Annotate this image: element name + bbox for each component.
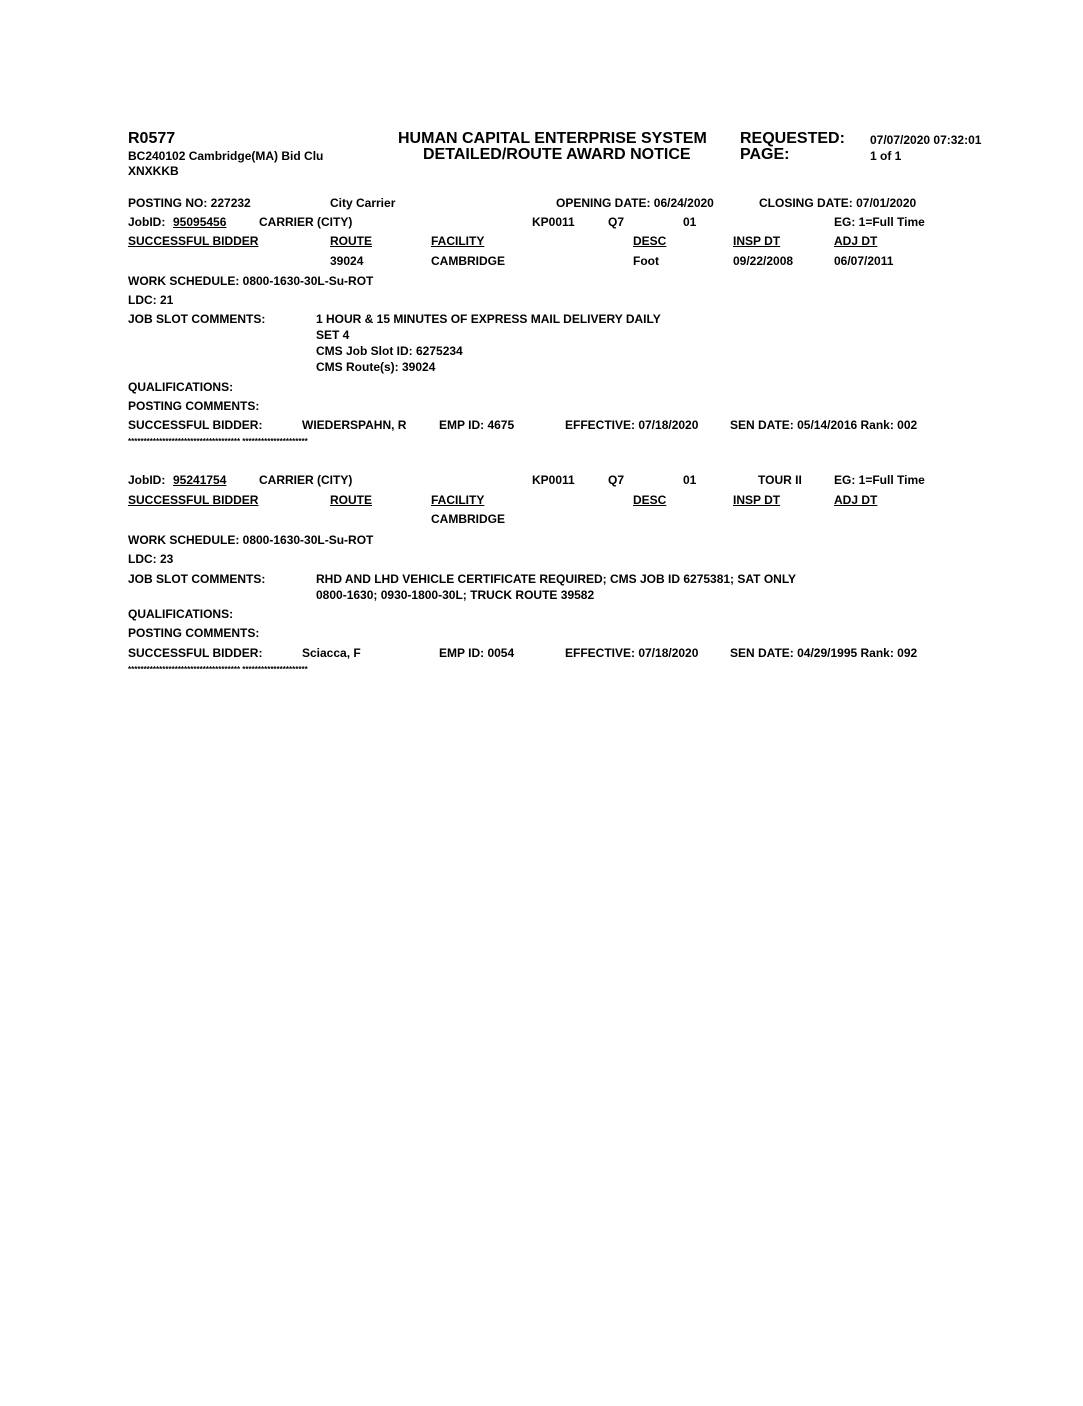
col-route: ROUTE (330, 493, 372, 507)
posting-type: City Carrier (330, 196, 396, 210)
work-schedule: WORK SCHEDULE: 0800-1630-30L-Su-ROT (128, 274, 374, 288)
requested-label: REQUESTED: (740, 130, 845, 147)
col-facility: FACILITY (431, 234, 485, 248)
qualifications-label: QUALIFICATIONS: (128, 607, 234, 621)
bidder-name: WIEDERSPAHN, R (302, 418, 407, 432)
job-code-1: KP0011 (532, 215, 575, 229)
effective-date: EFFECTIVE: 07/18/2020 (565, 646, 699, 660)
posting-no: POSTING NO: 227232 (128, 196, 251, 210)
job-code-1: KP0011 (532, 473, 575, 487)
comment-line: RHD AND LHD VEHICLE CERTIFICATE REQUIRED; CMS JOB ID 6275381; SAT ONLY (316, 572, 797, 586)
jobid-label: JobID: (128, 473, 166, 487)
successful-bidder-label: SUCCESSFUL BIDDER: (128, 418, 263, 432)
comment-line: SET 4 (316, 328, 350, 342)
comment-line: 1 HOUR & 15 MINUTES OF EXPRESS MAIL DELIVERY DAILY (316, 312, 661, 326)
job-title: CARRIER (CITY) (259, 215, 353, 229)
comment-line: CMS Job Slot ID: 6275234 (316, 344, 463, 358)
successful-bidder-label: SUCCESSFUL BIDDER: (128, 646, 263, 660)
emp-id: EMP ID: 4675 (439, 418, 515, 432)
system-title: HUMAN CAPITAL ENTERPRISE SYSTEM (398, 130, 707, 147)
adj-dt-value: 06/07/2011 (834, 254, 894, 268)
jobid-label: JobID: (128, 215, 166, 229)
col-facility: FACILITY (431, 493, 485, 507)
col-insp-dt: INSP DT (733, 234, 781, 248)
page-label: PAGE: (740, 146, 790, 163)
comment-line: 0800-1630; 0930-1800-30L; TRUCK ROUTE 39582 (316, 588, 595, 602)
col-successful-bidder: SUCCESSFUL BIDDER (128, 234, 259, 248)
col-route: ROUTE (330, 234, 372, 248)
emp-id: EMP ID: 0054 (439, 646, 515, 660)
qualifications-label: QUALIFICATIONS: (128, 380, 234, 394)
job-slot-comments-label: JOB SLOT COMMENTS: (128, 312, 266, 326)
job-title: CARRIER (CITY) (259, 473, 353, 487)
page-value: 1 of 1 (870, 149, 902, 163)
opening-date: OPENING DATE: 06/24/2020 (556, 196, 714, 210)
facility-value: CAMBRIDGE (431, 512, 505, 526)
tour: TOUR II (758, 473, 802, 487)
closing-date: CLOSING DATE: 07/01/2020 (759, 196, 917, 210)
ldc: LDC: 21 (128, 293, 174, 307)
insp-dt-value: 09/22/2008 (733, 254, 794, 268)
separator-line: ************************************ ********************* (128, 437, 308, 446)
ldc: LDC: 23 (128, 552, 174, 566)
job-code-2: Q7 (608, 473, 625, 487)
code-line: XNXKKB (128, 164, 179, 178)
col-adj-dt: ADJ DT (834, 234, 878, 248)
effective-date: EFFECTIVE: 07/18/2020 (565, 418, 699, 432)
facility-value: CAMBRIDGE (431, 254, 505, 268)
seniority-date-rank: SEN DATE: 05/14/2016 Rank: 002 (730, 418, 918, 432)
job-code-3: 01 (683, 215, 697, 229)
employment-group: EG: 1=Full Time (834, 473, 925, 487)
job-code-3: 01 (683, 473, 697, 487)
desc-value: Foot (633, 254, 659, 268)
seniority-date-rank: SEN DATE: 04/29/1995 Rank: 092 (730, 646, 918, 660)
jobid-link[interactable]: 95095456 (173, 215, 227, 229)
unit-line: BC240102 Cambridge(MA) Bid Clu (128, 149, 324, 163)
col-desc: DESC (633, 493, 667, 507)
requested-value: 07/07/2020 07:32:01 (870, 133, 982, 147)
posting-comments-label: POSTING COMMENTS: (128, 399, 260, 413)
job-code-2: Q7 (608, 215, 625, 229)
work-schedule: WORK SCHEDULE: 0800-1630-30L-Su-ROT (128, 533, 374, 547)
comment-line: CMS Route(s): 39024 (316, 360, 436, 374)
job-slot-comments-label: JOB SLOT COMMENTS: (128, 572, 266, 586)
col-insp-dt: INSP DT (733, 493, 781, 507)
employment-group: EG: 1=Full Time (834, 215, 925, 229)
notice-title: DETAILED/ROUTE AWARD NOTICE (423, 146, 691, 163)
route-value: 39024 (330, 254, 364, 268)
col-successful-bidder: SUCCESSFUL BIDDER (128, 493, 259, 507)
separator-line: ************************************ ********************* (128, 665, 308, 674)
bidder-name: Sciacca, F (302, 646, 361, 660)
report-id: R0577 (128, 130, 176, 147)
col-desc: DESC (633, 234, 667, 248)
jobid-link[interactable]: 95241754 (173, 473, 227, 487)
col-adj-dt: ADJ DT (834, 493, 878, 507)
posting-comments-label: POSTING COMMENTS: (128, 626, 260, 640)
